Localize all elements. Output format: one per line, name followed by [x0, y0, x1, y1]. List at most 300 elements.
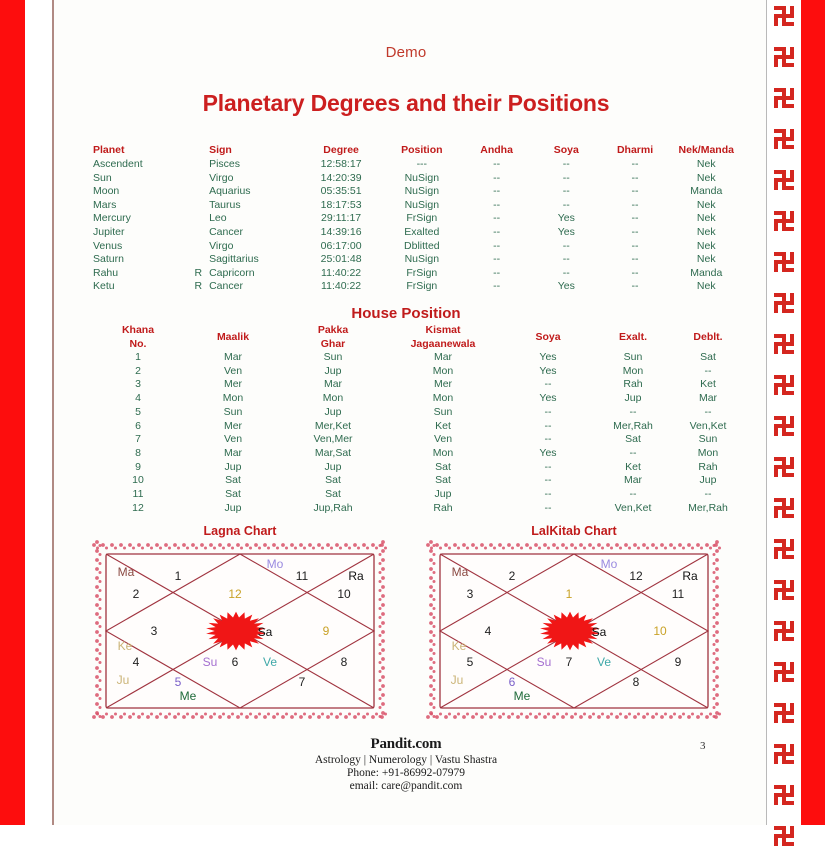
andha-value: -- [493, 225, 501, 238]
swastika-border-column [767, 0, 801, 825]
chart-label: 1 [174, 569, 182, 583]
kismat-value: Sat [435, 460, 451, 473]
retrograde-flag [188, 226, 210, 240]
soya-value: -- [562, 239, 570, 252]
maalik-value: Ven [223, 364, 243, 377]
zodiac-sign: Cancer [209, 225, 243, 238]
nek-manda-value: Nek [696, 253, 716, 266]
chart-label: 6 [508, 675, 516, 689]
exalt-value: Jup [624, 392, 642, 405]
maalik-value: Ven [223, 433, 243, 446]
house-col-header-line1: Maalik [216, 330, 250, 343]
chart-label: Sa [257, 625, 273, 639]
chart-label: Ma [117, 565, 135, 579]
deblt-value: Sat [700, 351, 716, 363]
col-position: Position [401, 144, 443, 156]
planet-name: Venus [93, 239, 123, 252]
house-col-header [93, 324, 183, 351]
swastika-icon [772, 332, 796, 356]
zodiac-sign: Virgo [209, 239, 234, 252]
house-col-header [673, 324, 743, 351]
deblt-value: -- [704, 405, 712, 418]
table-row [93, 351, 743, 365]
maalik-value: Jup [224, 460, 242, 473]
exalt-value: -- [629, 405, 637, 418]
chart-label: 12 [228, 587, 242, 601]
chart-label: Ra [348, 569, 364, 583]
nek-manda-value: Nek [696, 171, 716, 184]
soya-value: -- [562, 266, 570, 279]
swastika-icon [772, 701, 796, 725]
dharmi-value: -- [631, 185, 639, 198]
swastika-icon [772, 86, 796, 110]
planet-name: Rahu [93, 266, 119, 279]
swastika-icon [772, 619, 796, 643]
swastika-icon [772, 496, 796, 520]
soya-value: Yes [539, 351, 557, 363]
table-row [93, 226, 743, 240]
khana-number: 7 [135, 433, 141, 446]
khana-number: 12 [132, 501, 144, 514]
table-row [93, 406, 743, 420]
exalt-value: Mer,Rah [613, 419, 653, 432]
soya-value: -- [544, 433, 552, 446]
retrograde-flag [188, 158, 210, 172]
table-header-row [93, 144, 743, 158]
soya-value: -- [562, 253, 570, 266]
zodiac-sign: Virgo [209, 171, 234, 184]
dharmi-value: -- [631, 225, 639, 238]
house-col-header-line2: No. [129, 337, 147, 350]
nek-manda-value: Nek [696, 158, 716, 170]
soya-value: Yes [557, 212, 575, 225]
exalt-value: -- [629, 488, 637, 501]
house-col-header-line1: Pakka [317, 324, 349, 336]
chart-label: Ve [262, 655, 278, 669]
swastika-icon [772, 209, 796, 233]
retrograde-flag [188, 199, 210, 213]
planet-name: Mars [93, 198, 117, 211]
table-row [93, 253, 743, 267]
retrograde-flag [188, 172, 210, 186]
nek-manda-value: Nek [696, 280, 716, 293]
andha-value: -- [493, 239, 501, 252]
kismat-value: Mon [432, 364, 454, 377]
dharmi-value: -- [631, 266, 639, 279]
position-value: NuSign [404, 185, 440, 198]
chart-label: Ve [596, 655, 612, 669]
chart-label: 11 [295, 569, 309, 583]
soya-value: -- [544, 488, 552, 501]
maalik-value: Mer [223, 419, 243, 432]
deblt-value: Rah [698, 460, 718, 473]
chart-label: Ke [451, 639, 467, 653]
left-white-band [25, 0, 52, 825]
andha-value: -- [493, 198, 501, 211]
maalik-value: Sat [225, 474, 241, 487]
chart-label: 2 [508, 569, 516, 583]
footer-brand: Pandit.com [370, 736, 442, 752]
degree-value: 25:01:48 [320, 253, 362, 266]
soya-value: Yes [557, 280, 575, 293]
house-col-header-line1: Deblt. [693, 330, 723, 343]
house-col-header-line1: Soya [535, 330, 561, 343]
col-dharmi: Dharmi [616, 144, 654, 156]
house-col-header-line1: Exalt. [618, 330, 647, 343]
kismat-value: Sat [435, 474, 451, 487]
zodiac-sign: Pisces [209, 158, 241, 170]
zodiac-sign: Leo [209, 212, 227, 225]
zodiac-sign: Aquarius [209, 185, 251, 198]
house-col-header-line2: Ghar [320, 337, 346, 350]
retrograde-flag: R [194, 280, 203, 293]
table-row [93, 461, 743, 475]
house-col-header [183, 324, 283, 351]
swastika-icon [772, 783, 796, 807]
lalkitab-chart-container [426, 524, 722, 722]
planet-name: Saturn [93, 253, 124, 266]
swastika-icon [772, 127, 796, 151]
swastika-icon [772, 168, 796, 192]
degree-value: 14:39:16 [320, 225, 362, 238]
zodiac-sign: Capricorn [209, 266, 255, 279]
demo-label: Demo [385, 44, 427, 61]
chart-label: Ke [117, 639, 133, 653]
chart-label: Me [513, 689, 531, 703]
position-value: NuSign [404, 198, 440, 211]
planet-name: Jupiter [93, 225, 125, 238]
dharmi-value: -- [631, 253, 639, 266]
pakka-ghar-value: Jup [324, 460, 342, 473]
exalt-value: Ven,Ket [614, 501, 652, 514]
andha-value: -- [493, 266, 501, 279]
table-row [93, 199, 743, 213]
pakka-ghar-value: Mon [322, 392, 344, 405]
house-col-header [383, 324, 503, 351]
soya-value: -- [544, 405, 552, 418]
deblt-value: -- [704, 488, 712, 501]
chart-label: 3 [150, 624, 158, 638]
exalt-value: Sat [625, 433, 641, 446]
retrograde-flag [188, 240, 210, 254]
footer-tagline: Astrology | Numerology | Vastu Shastra [314, 754, 498, 766]
table-row [93, 474, 743, 488]
house-col-header [503, 324, 593, 351]
col-sign: Sign [209, 144, 232, 156]
soya-value: -- [562, 185, 570, 198]
pakka-ghar-value: Jup [324, 405, 342, 418]
khana-number: 2 [135, 364, 141, 377]
position-value: FrSign [406, 280, 438, 293]
chart-label: 12 [629, 569, 643, 583]
chart-label: Mo [600, 557, 618, 571]
col-andha: Andha [480, 144, 513, 156]
planet-name: Sun [93, 171, 112, 184]
dharmi-value: -- [631, 280, 639, 293]
position-value: FrSign [406, 266, 438, 279]
table-row [93, 365, 743, 379]
soya-value: -- [562, 171, 570, 184]
soya-value: Yes [557, 225, 575, 238]
kismat-value: Ket [435, 419, 451, 432]
house-col-header-line1: Khana [121, 324, 155, 336]
table-row [93, 392, 743, 406]
nek-manda-value: Manda [690, 185, 723, 198]
swastika-icon [772, 4, 796, 28]
chart-label: 2 [132, 587, 140, 601]
andha-value: -- [493, 253, 501, 266]
nek-manda-value: Nek [696, 225, 716, 238]
table-row [93, 280, 743, 294]
chart-label: Me [179, 689, 197, 703]
col-retro [188, 144, 210, 158]
col-planet: Planet [93, 144, 125, 156]
table-row [93, 172, 743, 186]
lagna-chart-title: Lagna Chart [203, 524, 277, 538]
deblt-value: Ket [700, 378, 716, 391]
degree-value: 11:40:22 [321, 266, 362, 279]
exalt-value: Sun [623, 351, 643, 363]
retrograde-flag [188, 253, 210, 267]
soya-value: Yes [539, 446, 557, 459]
retrograde-flag [188, 185, 210, 199]
swastika-icon [772, 250, 796, 274]
position-value: Exalted [404, 225, 440, 238]
retrograde-flag [188, 212, 210, 226]
lagna-chart-container [92, 524, 388, 722]
nek-manda-value: Nek [696, 198, 716, 211]
chart-label: Sa [591, 625, 607, 639]
chart-label: Mo [266, 557, 284, 571]
chart-label: 5 [466, 655, 474, 669]
position-value: FrSign [406, 212, 438, 225]
house-col-header-line1: Kismat [425, 324, 461, 336]
chart-label: 9 [674, 655, 682, 669]
maalik-value: Sun [223, 405, 243, 418]
table-row [93, 267, 743, 281]
table-row [93, 420, 743, 434]
swastika-icon [772, 291, 796, 315]
chart-label: Su [536, 655, 552, 669]
degree-value: 06:17:00 [320, 239, 362, 252]
degree-value: 11:40:22 [321, 280, 362, 293]
right-red-band [801, 0, 825, 825]
table-row [93, 185, 743, 199]
chart-label: 10 [337, 587, 351, 601]
chart-label: 5 [174, 675, 182, 689]
position-value: NuSign [404, 171, 440, 184]
maalik-value: Mar [223, 351, 243, 363]
position-value: NuSign [404, 253, 440, 266]
table-row [93, 447, 743, 461]
chart-label: 1 [565, 587, 573, 601]
exalt-value: Rah [623, 378, 643, 391]
house-col-header-line2: Jagaanewala [410, 337, 476, 350]
house-col-header [283, 324, 383, 351]
planet-name: Ascendent [93, 158, 143, 170]
chart-label: 4 [484, 624, 492, 638]
chart-label: Ra [682, 569, 698, 583]
chart-label: 7 [565, 655, 573, 669]
pakka-ghar-value: Jup [324, 364, 342, 377]
exalt-value: Mar [623, 474, 643, 487]
table-row [93, 240, 743, 254]
pakka-ghar-value: Mer,Ket [314, 419, 352, 432]
soya-value: Yes [539, 392, 557, 405]
degree-value: 14:20:39 [320, 171, 362, 184]
khana-number: 6 [135, 419, 141, 432]
swastika-icon [772, 537, 796, 561]
kismat-value: Ven [433, 433, 453, 446]
pakka-ghar-value: Sat [325, 474, 341, 487]
zodiac-sign: Taurus [209, 198, 241, 211]
maalik-value: Sat [225, 488, 241, 501]
planet-name: Mercury [93, 212, 131, 225]
dharmi-value: -- [631, 198, 639, 211]
table-row [93, 212, 743, 226]
degree-value: 18:17:53 [320, 198, 362, 211]
kismat-value: Rah [433, 501, 453, 514]
swastika-icon [772, 660, 796, 684]
deblt-value: Mar [698, 392, 718, 405]
footer-email: email: care@pandit.com [349, 780, 463, 792]
andha-value: -- [493, 280, 501, 293]
lagna-chart-diagram [92, 540, 388, 722]
degree-value: 29:11:17 [321, 212, 362, 225]
soya-value: -- [562, 198, 570, 211]
swastika-icon [772, 824, 796, 848]
retrograde-flag: R [194, 266, 203, 279]
chart-label: 9 [322, 624, 330, 638]
nek-manda-value: Manda [690, 266, 723, 279]
khana-number: 4 [135, 392, 141, 405]
pakka-ghar-value: Mar,Sat [314, 446, 352, 459]
dharmi-value: -- [631, 239, 639, 252]
table-row [93, 502, 743, 516]
exalt-value: Mon [622, 364, 644, 377]
pakka-ghar-value: Jup,Rah [313, 501, 353, 514]
swastika-icon [772, 414, 796, 438]
khana-number: 8 [135, 446, 141, 459]
exalt-value: Ket [625, 460, 641, 473]
khana-number: 3 [135, 378, 141, 391]
position-value: --- [416, 158, 428, 170]
table-row [93, 378, 743, 392]
house-table-header-row [93, 324, 743, 351]
page-content [54, 0, 758, 825]
maalik-value: Mar [223, 446, 243, 459]
nek-manda-value: Nek [696, 212, 716, 225]
col-degree: Degree [323, 144, 359, 156]
soya-value: -- [544, 378, 552, 391]
pakka-ghar-value: Sat [325, 488, 341, 501]
left-red-band [0, 0, 25, 825]
zodiac-sign: Sagittarius [209, 253, 259, 266]
khana-number: 5 [135, 405, 141, 418]
soya-value: -- [544, 460, 552, 473]
soya-value: -- [544, 419, 552, 432]
exalt-value: -- [629, 446, 637, 459]
maalik-value: Mon [222, 392, 244, 405]
andha-value: -- [493, 212, 501, 225]
swastika-icon [772, 373, 796, 397]
soya-value: -- [562, 158, 570, 170]
andha-value: -- [493, 185, 501, 198]
dharmi-value: -- [631, 158, 639, 170]
khana-number: 11 [132, 488, 144, 501]
chart-label: Su [202, 655, 218, 669]
chart-label: 7 [298, 675, 306, 689]
chart-label: 4 [132, 655, 140, 669]
andha-value: -- [493, 171, 501, 184]
planet-name: Moon [93, 185, 120, 198]
chart-label: 8 [632, 675, 640, 689]
page-footer [54, 736, 758, 792]
pakka-ghar-value: Ven,Mer [313, 433, 353, 446]
table-row [93, 433, 743, 447]
kismat-value: Mon [432, 392, 454, 405]
table-row [93, 158, 743, 172]
nek-manda-value: Nek [696, 239, 716, 252]
table-row [93, 488, 743, 502]
khana-number: 9 [135, 460, 141, 473]
chart-label: 8 [340, 655, 348, 669]
soya-value: Yes [539, 364, 557, 377]
chart-label: Ju [450, 673, 464, 687]
soya-value: -- [544, 501, 552, 514]
kismat-value: Sun [433, 405, 453, 418]
kismat-value: Mer [433, 378, 453, 391]
andha-value: -- [493, 158, 501, 170]
position-value: Dblitted [404, 239, 440, 252]
chart-label: 11 [671, 587, 685, 601]
page-number: 3 [700, 740, 706, 752]
lalkitab-chart-title: LalKitab Chart [531, 524, 617, 538]
kismat-value: Mon [432, 446, 454, 459]
dharmi-value: -- [631, 171, 639, 184]
lalkitab-chart-diagram [426, 540, 722, 722]
soya-value: -- [544, 474, 552, 487]
chart-label: 6 [231, 655, 239, 669]
chart-label: Ma [451, 565, 469, 579]
degree-value: 12:58:17 [320, 158, 362, 170]
deblt-value: Mon [697, 446, 719, 459]
col-soya: Soya [553, 144, 579, 156]
planetary-degrees-table [93, 144, 743, 294]
house-col-header [593, 324, 673, 351]
house-position-title: House Position [351, 305, 461, 322]
deblt-value: -- [704, 364, 712, 377]
swastika-icon [772, 578, 796, 602]
maalik-value: Mer [223, 378, 243, 391]
chart-label: 3 [466, 587, 474, 601]
page-title: Planetary Degrees and their Positions [202, 90, 610, 116]
swastika-icon [772, 742, 796, 766]
planet-name: Ketu [93, 280, 115, 293]
khana-number: 10 [132, 474, 144, 487]
swastika-icon [772, 455, 796, 479]
swastika-icon [772, 45, 796, 69]
degree-value: 05:35:51 [320, 185, 362, 198]
kismat-value: Mar [433, 351, 453, 363]
pakka-ghar-value: Sun [323, 351, 343, 363]
chart-label: 10 [653, 624, 667, 638]
maalik-value: Jup [224, 501, 242, 514]
footer-phone: Phone: +91-86992-07979 [347, 767, 465, 779]
house-position-table [93, 324, 743, 515]
dharmi-value: -- [631, 212, 639, 225]
deblt-value: Sun [698, 433, 718, 446]
